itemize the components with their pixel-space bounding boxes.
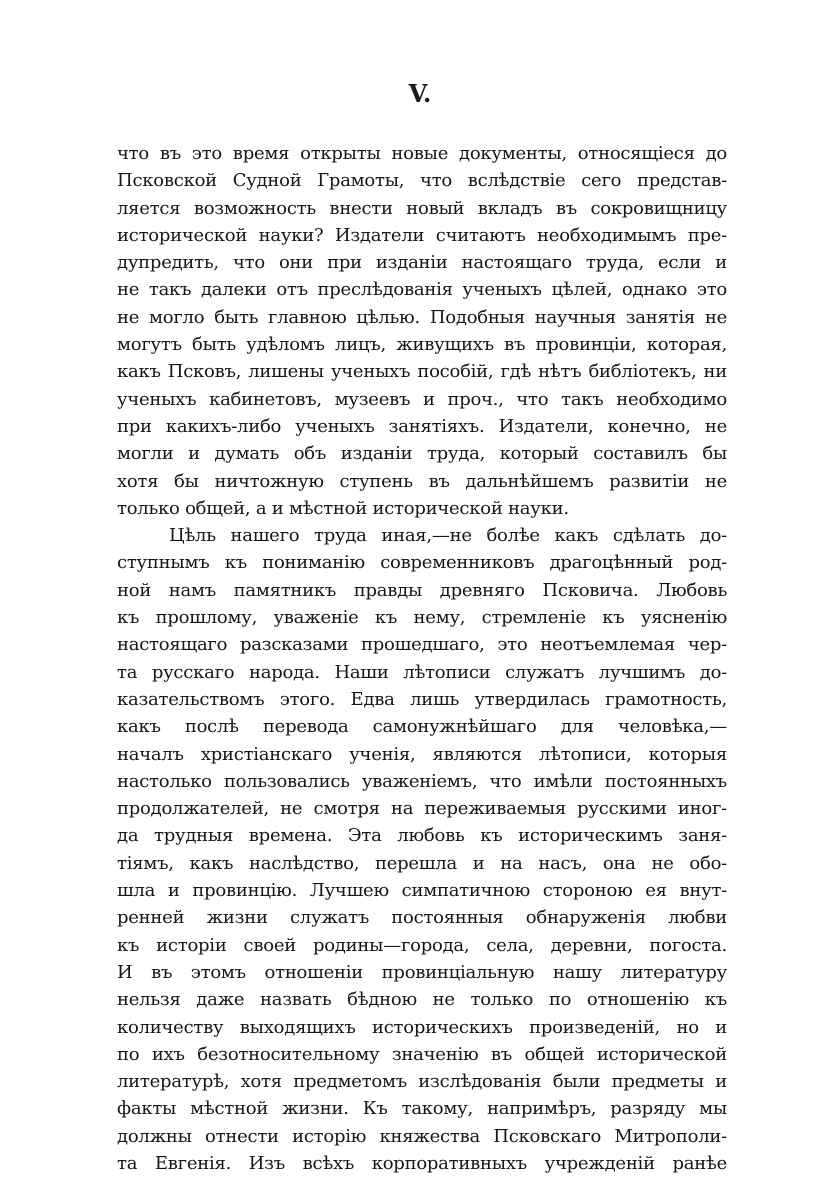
text-line: ной намъ памятникъ правды древняго Псковича. Любовь <box>117 579 727 601</box>
text-line: при какихъ-либо ученыхъ занятіяхъ. Издатели, конечно, не <box>117 415 727 437</box>
text-line: Псковской Судной Грамоты, что вслѣдствіе сего представ- <box>117 170 727 192</box>
text-line: та Евгенія. Изъ всѣхъ корпоративныхъ учрежденій ранѣе <box>117 1152 727 1174</box>
text-line: дупредить, что они при изданіи настоящаго труда, если и <box>117 252 727 274</box>
text-line: казательствомъ этого. Едва лишь утвердилась грамотность, <box>117 688 727 710</box>
text-line: нельзя даже назвать бѣдною не только по отношенію къ <box>117 989 727 1011</box>
text-line: литературѣ, хотя предметомъ изслѣдованія были предметы и <box>117 1071 727 1093</box>
page-number: V. <box>408 79 432 108</box>
text-line: не могло быть главною цѣлью. Подобныя научныя занятія не <box>117 306 727 328</box>
text-line: хотя бы ничтожную ступень въ дальнѣйшемъ развитіи не <box>117 470 727 492</box>
text-line: И въ этомъ отношеніи провинціальную нашу литературу <box>117 961 727 983</box>
text-line: къ прошлому, уваженіе къ нему, стремленіе къ уясненію <box>117 607 727 629</box>
text-line: продолжателей, не смотря на переживаемыя русскими иног- <box>117 798 727 820</box>
text-line: ученыхъ кабинетовъ, музеевъ и проч., что такъ необходимо <box>117 388 727 410</box>
text-line: ляется возможность внести новый вкладъ въ сокровищницу <box>117 197 727 219</box>
text-line: какъ Псковъ, лишены ученыхъ пособій, гдѣ нѣтъ библіотекъ, ни <box>117 361 727 383</box>
text-line: ренней жизни служатъ постоянныя обнаруженія любви <box>117 907 727 929</box>
text-line: не такъ далеки отъ преслѣдованія ученыхъ цѣлей, однако это <box>117 279 727 301</box>
text-line: могутъ быть удѣломъ лицъ, живущихъ въ провинціи, которая, <box>117 334 727 356</box>
text-line: настолько пользовались уваженіемъ, что имѣли постоянныхъ <box>117 770 727 792</box>
text-line: должны отнести исторію княжества Псковскаго Митрополи- <box>117 1125 727 1147</box>
text-line: только общей, а и мѣстной исторической науки. <box>117 497 569 519</box>
text-line: та русскаго народа. Наши лѣтописи служатъ лучшимъ до- <box>117 661 727 683</box>
text-line: количеству выходящихъ историческихъ произведеній, но и <box>117 1016 727 1038</box>
text-line: къ исторіи своей родины—города, села, деревни, погоста. <box>117 934 727 956</box>
text-line: настоящаго разсказами прошедшаго, это неотъемлемая чер- <box>117 634 727 656</box>
text-line: исторической науки? Издатели считаютъ необходимымъ пре- <box>117 224 727 246</box>
text-line: шла и провинцію. Лучшею симпатичною стороною ея внут- <box>117 880 727 902</box>
text-line: что въ это время открыты новые документы, относящіеся до <box>117 143 727 164</box>
body-text <box>117 140 727 1177</box>
text-line: какъ послѣ перевода самонужнѣйшаго для человѣка,— <box>117 716 727 738</box>
text-line: ступнымъ къ пониманію современниковъ драгоцѣнный род- <box>117 552 727 574</box>
text-line: по ихъ безотносительному значенію въ общей исторической <box>117 1043 727 1065</box>
text-line: тіямъ, какъ наслѣдство, перешла и на насъ, она не обо- <box>117 852 727 874</box>
text-line: Цѣль нашего труда иная,—не болѣе какъ сдѣлать до- <box>169 525 727 547</box>
text-line: факты мѣстной жизни. Къ такому, напримѣръ, разряду мы <box>117 1098 727 1120</box>
text-line: началъ христіанскаго ученія, являются лѣтописи, которыя <box>117 743 727 765</box>
text-line: да трудныя времена. Эта любовь къ историческимъ заня- <box>117 825 727 847</box>
text-line: могли и думать объ изданіи труда, который составилъ бы <box>117 443 727 465</box>
